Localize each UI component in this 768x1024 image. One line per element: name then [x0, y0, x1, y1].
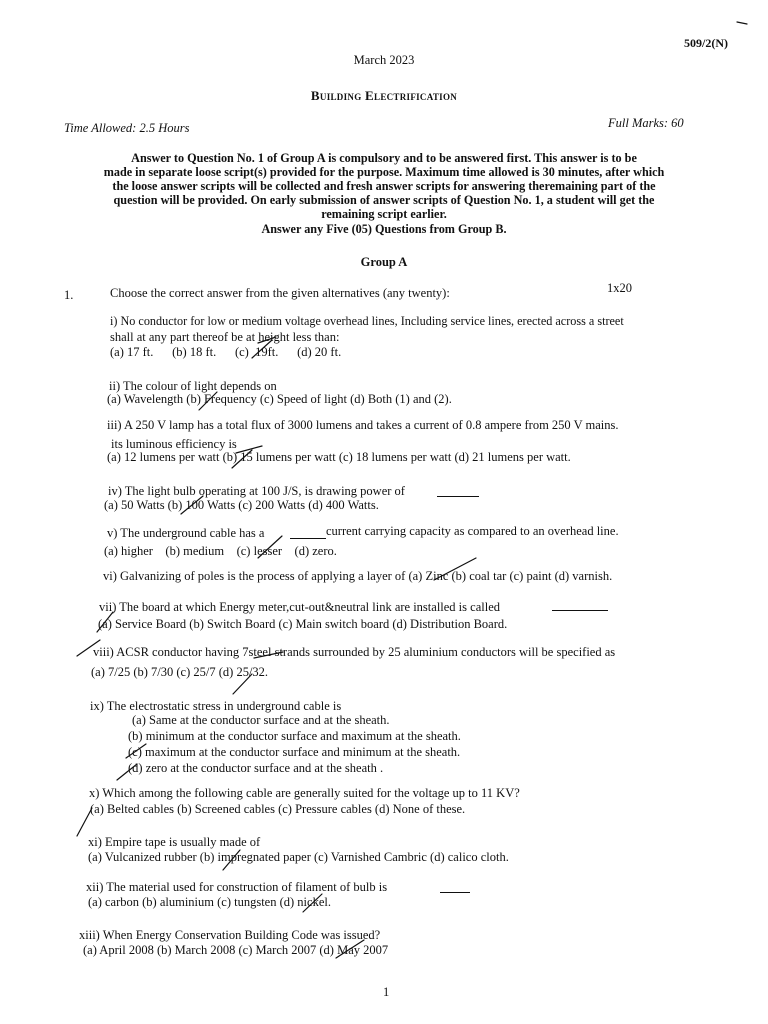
question-options: (a) higher (b) medium (c) lesser (d) zero. [104, 544, 337, 558]
paper-title: Building Electrification [310, 88, 458, 103]
question-number: 1. [64, 288, 74, 302]
tick-mark [233, 674, 252, 694]
question-options: (a) Belted cables (b) Screened cables (c) Pressure cables (d) None of these. [90, 802, 466, 816]
question-options: (a) April 2008 (b) March 2008 (c) March 2007 (d) May 2007 [83, 943, 389, 957]
question-stem: ii) The colour of light depends on [109, 379, 277, 393]
instruction-line: made in separate loose script(s) provided for the purpose. Maximum time allowed is 30 minutes, after which [103, 165, 665, 179]
tick-mark [303, 894, 322, 912]
tick-mark [223, 850, 240, 870]
question-stem: viii) ACSR conductor having 7steel strands surrounded by 25 aluminium conductors will be specified as [93, 645, 616, 659]
exam-date: March 2023 [353, 53, 415, 67]
question-option: (c) maximum at the conductor surface and minimum at the sheath. [128, 745, 461, 759]
question-stem: vi) Galvanizing of poles is the process of applying a layer of (a) Zinc (b) coal tar (c) paint (d) varnish. [103, 569, 613, 583]
tick-mark [181, 496, 203, 514]
question-stem: xiii) When Energy Conservation Building Code was issued? [79, 928, 381, 942]
tick-mark [434, 558, 476, 580]
question-options: (a) carbon (b) aluminium (c) tungsten (d) nickel. [88, 895, 331, 909]
question-options: (a) 7/25 (b) 7/30 (c) 25/7 (d) 25/32. [91, 665, 269, 679]
question-stem: ix) The electrostatic stress in underground cable is [90, 699, 342, 713]
question-stem: its luminous efficiency is [111, 437, 237, 451]
tick-mark [199, 392, 217, 410]
question-options: (a) 12 lumens per watt (b) 15 lumens per watt (c) 18 lumens per watt (d) 21 lumens per watt. [107, 450, 571, 464]
paper-code: 509/2(N) [684, 36, 728, 50]
question-option: (b) minimum at the conductor surface and maximum at the sheath. [128, 729, 461, 743]
question-stem: v) The underground cable has a [107, 526, 265, 540]
question-stem: xi) Empire tape is usually made of [88, 835, 261, 849]
question-options: (a) 17 ft. (b) 18 ft. (c) 19ft. (d) 20 ft. [110, 345, 342, 359]
tick-mark [252, 340, 272, 358]
tick-mark [737, 22, 747, 24]
tick-mark [77, 808, 92, 836]
question-stem: iii) A 250 V lamp has a total flux of 3000 lumens and takes a current of 0.8 ampere from 250 V mains. [107, 418, 619, 432]
question-options: (a) Wavelength (b) Frequency (c) Speed of light (d) Both (1) and (2). [107, 392, 452, 406]
full-marks: Full Marks: 60 [608, 116, 684, 130]
tick-mark [232, 450, 252, 468]
question-marks: 1x20 [607, 281, 632, 295]
instruction-line: Answer to Question No. 1 of Group A is compulsory and to be answered first. This answer is to be [131, 151, 637, 165]
time-allowed: Time Allowed: 2.5 Hours [64, 121, 190, 135]
tick-mark [258, 337, 276, 343]
question-stem: x) Which among the following cable are generally suited for the voltage up to 11 KV? [89, 786, 520, 800]
question-stem: iv) The light bulb operating at 100 J/S, is drawing power of [108, 484, 405, 498]
instruction-line: Answer any Five (05) Questions from Group B. [261, 222, 507, 236]
tick-mark [77, 640, 100, 656]
question-stem: vii) The board at which Energy meter,cut-out&neutral link are installed is called [99, 600, 500, 614]
question-text: Choose the correct answer from the given alternatives (any twenty): [110, 286, 450, 300]
question-option: (a) Same at the conductor surface and at the sheath. [132, 713, 390, 727]
question-stem: i) No conductor for low or medium voltage overhead lines, Including service lines, erected across a street [110, 314, 624, 328]
question-stem: shall at any part thereof be at height less than: [110, 330, 340, 344]
instruction-line: remaining script earlier. [321, 207, 447, 221]
question-option: (d) zero at the conductor surface and at the sheath . [128, 761, 384, 775]
question-stem: xii) The material used for construction of filament of bulb is [86, 880, 388, 894]
page-number: 1 [383, 985, 390, 999]
question-options: (a) Vulcanized rubber (b) impregnated paper (c) Varnished Cambric (d) calico cloth. [88, 850, 509, 864]
tick-mark [97, 612, 113, 632]
tick-mark [258, 536, 282, 558]
question-stem: current carrying capacity as compared to an overhead line. [326, 524, 619, 538]
tick-mark [117, 764, 137, 780]
question-options: (a) 50 Watts (b) 100 Watts (c) 200 Watts (d) 400 Watts. [104, 498, 379, 512]
tick-mark [336, 940, 364, 958]
group-heading: Group A [360, 255, 408, 269]
question-options: (a) Service Board (b) Switch Board (c) Main switch board (d) Distribution Board. [98, 617, 508, 631]
instruction-line: question will be provided. On early submission of answer scripts of Question No. 1, a student will get the [113, 193, 655, 207]
instruction-line: the loose answer scripts will be collected and fresh answer scripts for answering theremaining part of the [112, 179, 656, 193]
tick-mark [126, 744, 146, 758]
tick-mark [254, 652, 283, 658]
